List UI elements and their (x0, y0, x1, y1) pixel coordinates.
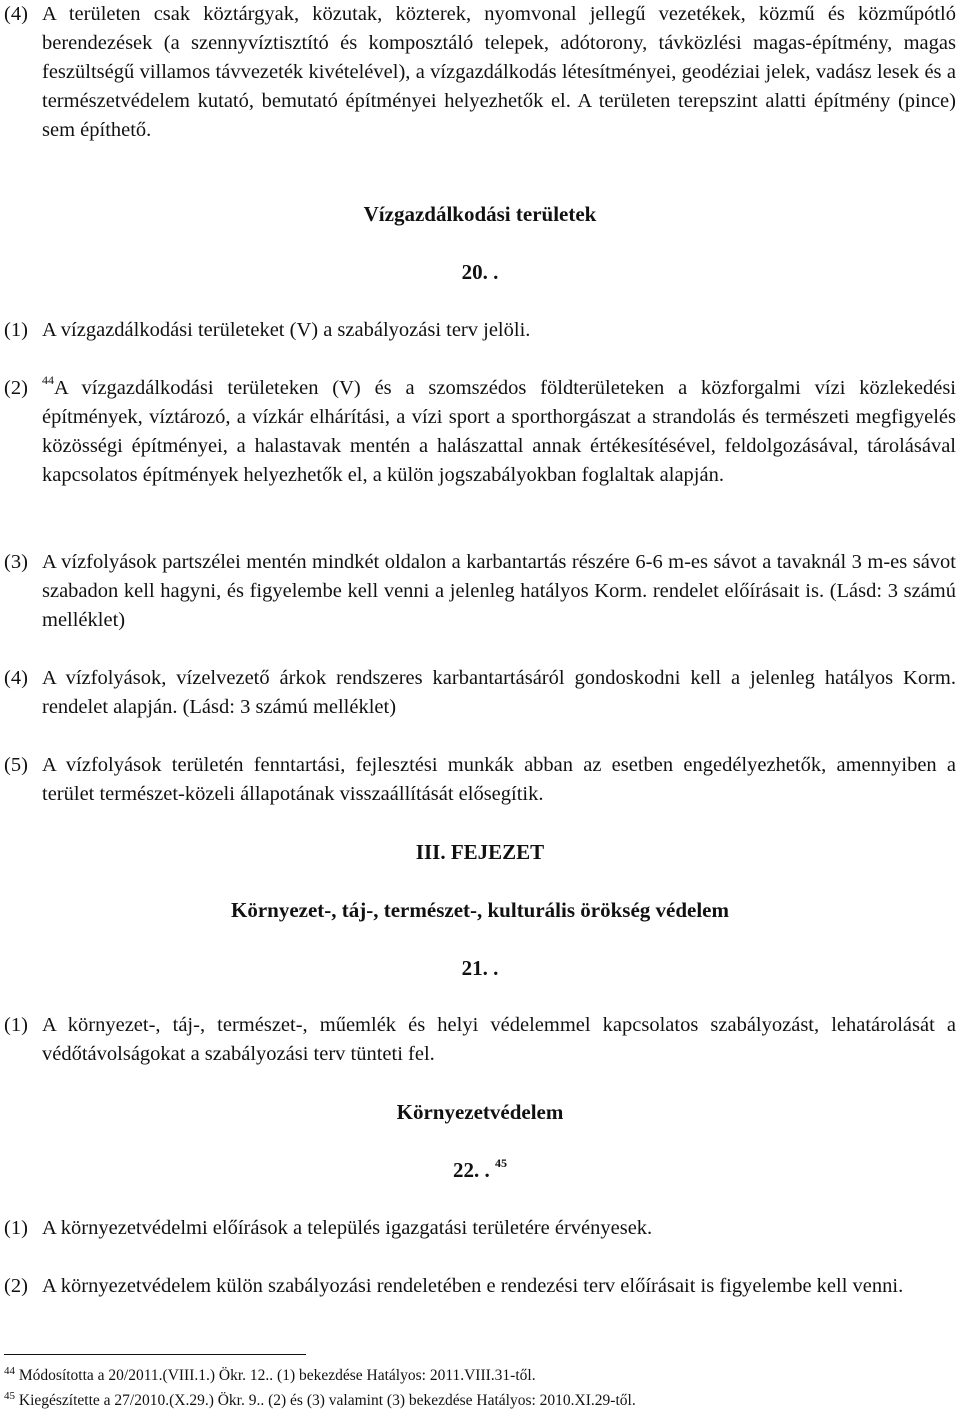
paragraph-number: (2) (4, 1275, 28, 1297)
section-heading-kornyezet: Környezet-, táj-, természet-, kulturális örökség védelem (230, 898, 729, 922)
paragraph-text: A vízgazdálkodási területeken (V) és a szomszédos földterületeken a közforgalmi vízi közlekedési építmények, víztározó, a vízkár elhárítási, a vízi sport a sporthorgászat a strandolás és természeti megfigyelés közösségi építményei, a halastavak mentén a halászattal annak értékesítésével, feldolgozásával, tárolásával kapcsolatos építmények helyezhetők el, a külön jogszabályokban foglaltak alapján. (42, 377, 956, 486)
footnote-text: Kiegészítette a 27/2010.(X.29.) Ökr. 9.. (2) és (3) valamint (3) bekezdése Hatályos: 2010.XI.29-től. (18, 1392, 636, 1409)
paragraph-20-1 (4, 316, 956, 345)
paragraph-20-2 (4, 374, 956, 490)
paragraph-number: (4) (4, 3, 28, 25)
paragraph-text: A területen csak köztárgyak, közutak, közterek, nyomvonal jellegű vezetékek, közmű és közműpótló berendezések (a szennyvíztisztító és komposztáló telepek, adótorony, távközlési magas-építmény, magas feszültségű villamos távvezeték kivételével), a vízgazdálkodás létesítményei, geodéziai jelek, vadász lesek és a természetvédelem kutató, bemutató építményei helyezhetők el. A területen terepszint alatti építmény (pince) sem építhető. (42, 3, 956, 141)
section-number-22 (0, 1156, 960, 1185)
paragraph-number: (4) (4, 667, 28, 689)
paragraph-number: (5) (4, 754, 28, 776)
paragraph-number: (1) (4, 1217, 28, 1239)
paragraph-20-3 (4, 548, 956, 635)
footnote-separator (4, 1354, 306, 1355)
chapter-heading: III. FEJEZET (415, 840, 545, 864)
footnote-text: Módosította a 20/2011.(VIII.1.) Ökr. 12.. (1) bekezdése Hatályos: 2011.VIII.31-től. (18, 1367, 536, 1384)
paragraph-22-1 (4, 1214, 956, 1243)
paragraph-number: (1) (4, 319, 28, 341)
footnote-mark: 44 (4, 1364, 15, 1377)
paragraph-20-4 (4, 664, 956, 722)
paragraph-text: A környezetvédelmi előírások a település igazgatási területére érvényesek. (42, 1217, 653, 1239)
paragraph-number: (1) (4, 1014, 28, 1036)
paragraph-text: A vízfolyások partszélei mentén mindkét oldalon a karbantartás részére 6-6 m-es sávot a tavaknál 3 m-es sávot szabadon kell hagyni, és figyelembe kell venni a jelenleg hatályos Korm. rendelet előírásait is. (Lásd: 3 számú melléklet) (42, 551, 956, 631)
section-heading-vizgazdalkodas: Vízgazdálkodási területek (363, 202, 597, 226)
paragraph-text: A vízfolyások, vízelvezető árkok rendszeres karbantartásáról gondoskodni kell a jelenleg hatályos Korm. rendelet alapján. (Lásd: 3 számú melléklet) (42, 667, 956, 718)
section-number-21: 21. . (461, 956, 499, 980)
paragraph-text: A környezet-, táj-, természet-, műemlék és helyi védelemmel kapcsolatos szabályozást, lehatárolását a védőtávolságokat a szabályozási terv tünteti fel. (42, 1014, 956, 1065)
paragraph-text: A vízgazdálkodási területeket (V) a szabályozási terv jelöli. (42, 319, 531, 341)
paragraph-21-1 (4, 1011, 956, 1069)
footnote-reference: 44 (42, 373, 54, 388)
paragraph-4-previous (4, 0, 956, 145)
paragraph-number: (3) (4, 551, 28, 573)
paragraph-22-2 (4, 1272, 956, 1301)
footnote-reference: 45 (495, 1156, 507, 1170)
section-number-20: 20. . (461, 260, 499, 284)
paragraph-number: (2) (4, 377, 28, 399)
section-heading-kornyezetvedelem: Környezetvédelem (396, 1100, 564, 1124)
footnote-45 (4, 1390, 636, 1412)
paragraph-text: A vízfolyások területén fenntartási, fejlesztési munkák abban az esetben engedélyezhetők, amennyiben a terület természet-közeli állapotának visszaállítását elősegítik. (42, 754, 956, 805)
paragraph-text: A környezetvédelem külön szabályozási rendeletében e rendezési terv előírásait is figyelembe kell venni. (42, 1275, 904, 1297)
footnote-44 (4, 1365, 536, 1387)
section-number-text: 22. . (453, 1158, 490, 1182)
paragraph-body (4, 374, 956, 490)
paragraph-20-5 (4, 751, 956, 809)
footnote-mark: 45 (4, 1389, 15, 1402)
